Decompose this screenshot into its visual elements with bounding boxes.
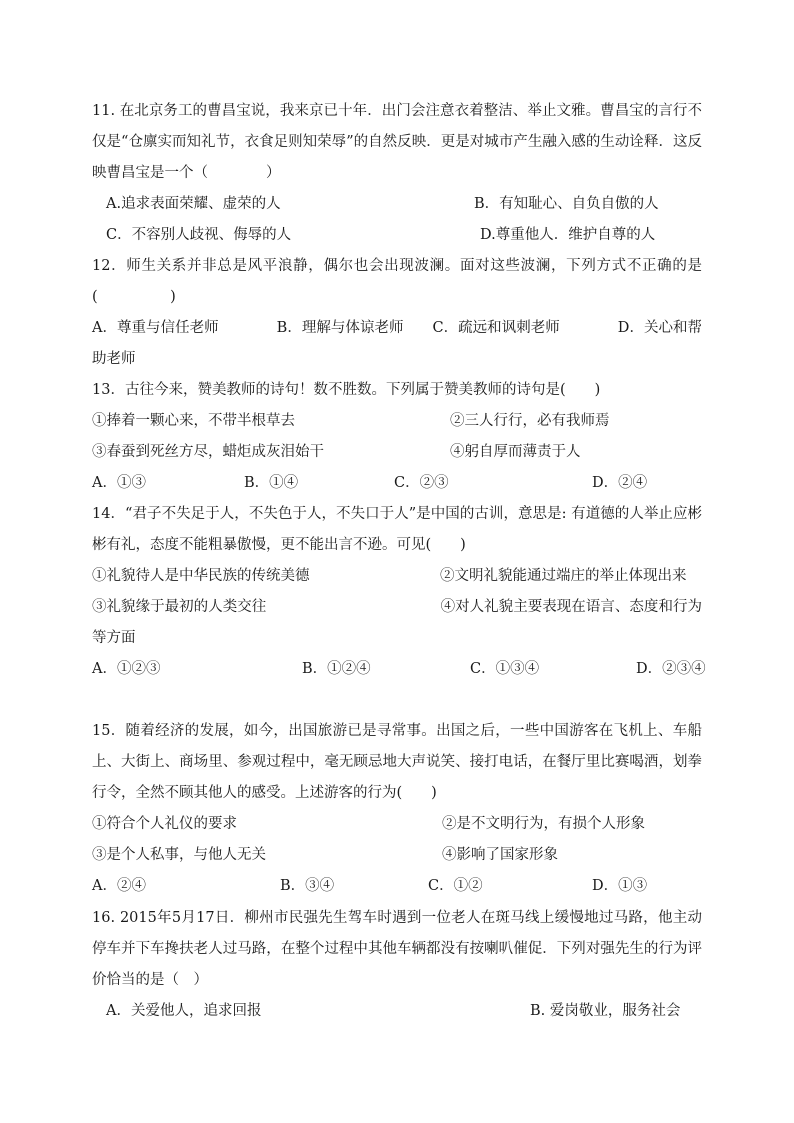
option-d: D.尊重他人．维护自尊的人 <box>480 227 656 243</box>
option-b: B．③④ <box>280 878 335 894</box>
option-c: C．②③ <box>394 475 449 491</box>
statements-row <box>92 437 702 468</box>
option-d: D．①③ <box>592 878 648 894</box>
option-d: D．②③④ <box>636 661 706 677</box>
option-a: A．①②③ <box>92 661 161 677</box>
question-stem: 14．“君子不失足于人，不失色于人，不失口于人”是中国的古训，意思是: 有道德的人举止应彬彬有礼，态度不能粗暴傲慢，更不能出言不逊。可见( ) <box>92 506 702 553</box>
statements-row <box>92 809 702 840</box>
options-row <box>92 654 706 685</box>
options-row <box>92 871 702 902</box>
statement-2: ②三人行行，必有我师焉 <box>450 413 610 429</box>
options-row <box>92 220 702 251</box>
question-stem: 11. 在北京务工的曹昌宝说，我来京已十年．出门会注意衣着整洁、举止文雅。曹昌宝的言行不仅是“仓廪实而知礼节，衣食足则知荣辱”的自然反映．更是对城市产生融入感的生动诠释．这反映曹昌宝是一个（ ） <box>92 103 702 181</box>
option-c: C．①③④ <box>470 661 540 677</box>
statements-row <box>92 840 702 871</box>
options-row <box>92 468 702 499</box>
option-c: C．①② <box>428 878 483 894</box>
question-16 <box>92 903 702 1027</box>
option-a: A．②④ <box>92 878 146 894</box>
statement-2: ②是不文明行为，有损个人形象 <box>442 816 645 832</box>
option-b: B．①②④ <box>302 661 371 677</box>
question-15 <box>92 716 702 902</box>
option-a: A．关爱他人，追求回报 <box>106 1003 262 1019</box>
statement-3: ③春蚕到死丝方尽，蜡炬成灰泪始干 <box>92 444 324 460</box>
statements-row <box>92 406 702 437</box>
question-stem: 12．师生关系并非总是风平浪静，偶尔也会出现波澜。面对这些波澜，下列方式不正确的是( ) <box>92 258 702 305</box>
statement-4: ④影响了国家形象 <box>442 847 558 863</box>
statement-line: ③礼貌缘于最初的人类交往 ④对人礼貌主要表现在语言、态度和行为等方面 <box>92 599 702 646</box>
options-line: A．尊重与信任老师 B．理解与体谅老师 C．疏远和讽刺老师 D．关心和帮助老师 <box>92 320 702 367</box>
statement-1: ①符合个人礼仪的要求 <box>92 816 237 832</box>
options-row <box>92 996 702 1027</box>
question-stem: 16. 2015年5月17日．柳州市民强先生驾车时遇到一位老人在斑马线上缓慢地过马路，他主动停车并下车搀扶老人过马路，在整个过程中其他车辆都没有按喇叭催促．下列对强先生的行为评价恰当的是（ ） <box>92 910 702 988</box>
statement-4: ④躬自厚而薄责于人 <box>450 444 581 460</box>
option-d: D．②④ <box>592 475 648 491</box>
option-a: A.追求表面荣耀、虚荣的人 <box>106 196 281 212</box>
question-14 <box>92 499 706 685</box>
option-c: C．不容别人歧视、侮辱的人 <box>106 227 292 243</box>
option-b: B. 爱岗敬业，服务社会 <box>530 1003 681 1019</box>
statement-1: ①捧着一颗心来，不带半根草去 <box>92 413 295 429</box>
statement-line: ①礼貌待人是中华民族的传统美德 ②文明礼貌能通过端庄的举止体现出来 <box>92 568 687 584</box>
statement-3: ③是个人私事，与他人无关 <box>92 847 266 863</box>
option-a: A．①③ <box>92 475 146 491</box>
options-row <box>92 189 702 220</box>
option-b: B．①④ <box>244 475 299 491</box>
question-stem: 15．随着经济的发展，如今，出国旅游已是寻常事。出国之后，一些中国游客在飞机上、车船上、大街上、商场里、参观过程中，毫无顾忌地大声说笑、接打电话，在餐厅里比赛喝酒，划拳行令，全然不顾其他人的感受。上述游客的行为( ) <box>92 723 702 801</box>
question-12 <box>92 251 702 375</box>
question-11 <box>92 96 702 251</box>
option-b: B．有知耻心、自负自傲的人 <box>474 196 659 212</box>
question-13 <box>92 375 702 499</box>
question-stem: 13．古往今来，赞美教师的诗句！数不胜数。下列属于赞美教师的诗句是( ) <box>92 382 601 398</box>
